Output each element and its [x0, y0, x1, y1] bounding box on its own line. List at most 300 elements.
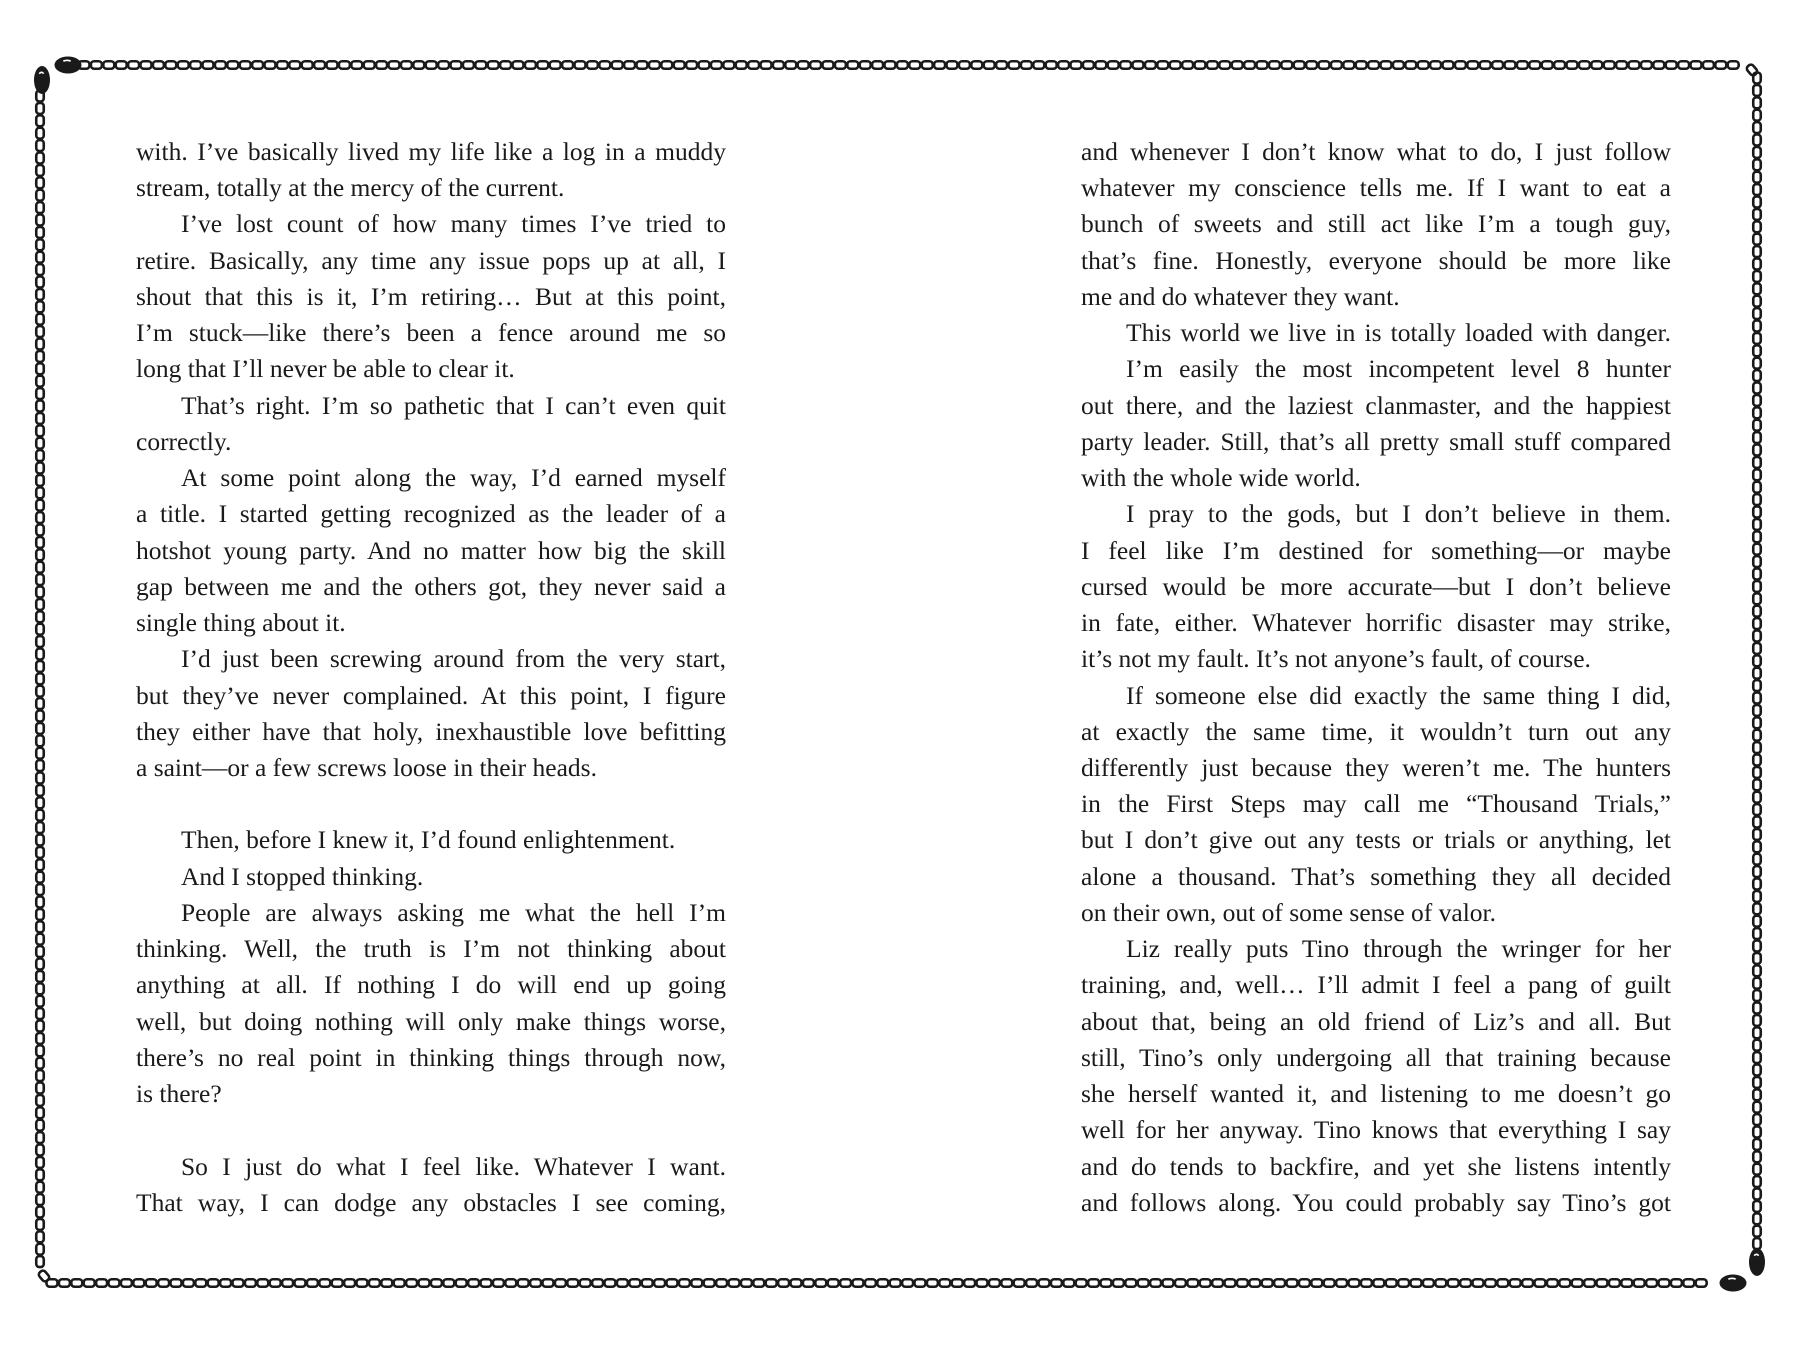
- chain-link: [1219, 61, 1230, 69]
- chain-link: [1629, 61, 1640, 69]
- text-line: and do tends to backfire, and yet she listens intently: [1081, 1151, 1671, 1181]
- chain-link: [1331, 61, 1342, 69]
- chain-right: [1753, 73, 1761, 1250]
- chain-link: [1505, 61, 1516, 69]
- chain-link: [36, 723, 44, 734]
- chain-link: [36, 227, 44, 238]
- chain-link: [778, 1279, 789, 1287]
- chain-link: [289, 61, 300, 69]
- chain-link: [1101, 1279, 1112, 1287]
- chain-link: [36, 1107, 44, 1118]
- chain-link: [617, 1279, 628, 1287]
- chain-link: [1753, 978, 1761, 989]
- chain-link: [481, 1279, 492, 1287]
- chain-link: [1269, 61, 1280, 69]
- chain-link: [1448, 1279, 1459, 1287]
- chain-link: [1753, 730, 1761, 741]
- chain-link: [592, 1279, 603, 1287]
- chain-link: [282, 1279, 293, 1287]
- chain-link: [1522, 1279, 1533, 1287]
- chain-link: [36, 859, 44, 870]
- chain-link: [1753, 916, 1761, 927]
- chain-link: [36, 686, 44, 697]
- chain-link: [36, 897, 44, 908]
- chain-link: [1753, 990, 1761, 1001]
- chain-link: [36, 115, 44, 126]
- top-left-weight-vertical: [34, 66, 50, 94]
- chain-link: [1200, 1279, 1211, 1287]
- chain-link: [36, 326, 44, 337]
- chain-link: [1753, 953, 1761, 964]
- chain-link: [1753, 358, 1761, 369]
- chain-link: [741, 1279, 752, 1287]
- chain-link: [753, 1279, 764, 1287]
- chain-link: [505, 1279, 516, 1287]
- chain-link: [84, 1279, 95, 1287]
- chain-corner-link: [1746, 63, 1759, 76]
- chain-link: [1510, 1279, 1521, 1287]
- text-line: Then, before I knew it, I’d found enlightenment.: [181, 825, 676, 855]
- chain-link: [394, 1279, 405, 1287]
- chain-link: [36, 797, 44, 808]
- chain-link: [36, 314, 44, 325]
- blank-line: [136, 786, 726, 822]
- chain-link: [1753, 928, 1761, 939]
- chain-link: [36, 773, 44, 784]
- chain-link: [36, 1033, 44, 1044]
- chain-link: [1572, 1279, 1583, 1287]
- chain-link: [109, 1279, 120, 1287]
- chain-link: [36, 1256, 44, 1267]
- chain-top: [79, 61, 1739, 69]
- chain-link: [1753, 631, 1761, 642]
- text-line: still, Tino’s only undergoing all that training because: [1081, 1042, 1671, 1072]
- chain-link: [1753, 792, 1761, 803]
- chain-link: [1753, 804, 1761, 815]
- chain-link: [1411, 1279, 1422, 1287]
- chain-link: [36, 475, 44, 486]
- chain-link: [36, 140, 44, 151]
- text-line: and follows along. You could probably say Tino’s got: [1081, 1187, 1671, 1217]
- chain-link: [1547, 1279, 1558, 1287]
- chain-link: [1343, 61, 1354, 69]
- chain-link: [36, 289, 44, 300]
- chain-link: [1430, 61, 1441, 69]
- text-line: single thing about it.: [136, 608, 346, 638]
- chain-link: [36, 363, 44, 374]
- chain-link: [1753, 135, 1761, 146]
- chain-link: [877, 1279, 888, 1287]
- chain-link: [1691, 61, 1702, 69]
- chain-link: [36, 673, 44, 684]
- chain-link: [1753, 1065, 1761, 1076]
- chain-link: [319, 1279, 330, 1287]
- chain-link: [36, 1021, 44, 1032]
- chain-link: [704, 1279, 715, 1287]
- chain-link: [1753, 1027, 1761, 1038]
- blank-line: [136, 1112, 726, 1148]
- chain-link: [897, 61, 908, 69]
- chain-link: [1039, 1279, 1050, 1287]
- chain-link: [1182, 61, 1193, 69]
- chain-link: [1753, 370, 1761, 381]
- chain-link: [1071, 61, 1082, 69]
- chain-link: [215, 61, 226, 69]
- chain-link: [419, 1279, 430, 1287]
- chain-link: [1753, 643, 1761, 654]
- chain-link: [513, 61, 524, 69]
- chain-link: [171, 1279, 182, 1287]
- chain-link: [1225, 1279, 1236, 1287]
- chain-link: [624, 61, 635, 69]
- text-line: with the whole wide world.: [1081, 463, 1361, 493]
- chain-link: [36, 525, 44, 536]
- chain-link: [1715, 61, 1726, 69]
- chain-link: [1373, 1279, 1384, 1287]
- chain-link: [1753, 569, 1761, 580]
- chain-link: [1435, 1279, 1446, 1287]
- chain-link: [1753, 1089, 1761, 1100]
- text-line: out there, and the laziest clanmaster, and the happiest: [1081, 390, 1671, 420]
- chain-link: [1460, 1279, 1471, 1287]
- chain-link: [1753, 1077, 1761, 1088]
- chain-link: [36, 537, 44, 548]
- chain-link: [1753, 333, 1761, 344]
- chain-link: [1336, 1279, 1347, 1287]
- chain-link: [233, 1279, 244, 1287]
- chain-link: [1753, 531, 1761, 542]
- text-line: gap between me and the others got, they never said a: [136, 571, 726, 601]
- text-line: shout that this is it, I’m retiring… But at this point,: [136, 281, 726, 311]
- chain-link: [1398, 1279, 1409, 1287]
- chain-link: [1381, 61, 1392, 69]
- chain-link: [1753, 457, 1761, 468]
- chain-link: [1753, 841, 1761, 852]
- chain-link: [1076, 1279, 1087, 1287]
- chain-link: [1753, 544, 1761, 555]
- text-line: in fate, either. Whatever horrific disaster may strike,: [1081, 608, 1671, 638]
- chain-link: [36, 835, 44, 846]
- chain-link: [245, 1279, 256, 1287]
- chain-link: [36, 215, 44, 226]
- chain-link: [1597, 1279, 1608, 1287]
- text-line: but I don’t give out any tests or trials or anything, let: [1081, 825, 1671, 855]
- chain-link: [121, 1279, 132, 1287]
- chain-link: [344, 1279, 355, 1287]
- chain-link: [1753, 829, 1761, 840]
- chain-link: [798, 61, 809, 69]
- chain-link: [1175, 1279, 1186, 1287]
- text-line: And I stopped thinking.: [181, 861, 424, 891]
- chain-link: [220, 1279, 231, 1287]
- chain-link: [637, 61, 648, 69]
- chain-link: [1753, 494, 1761, 505]
- chain-link: [36, 500, 44, 511]
- chain-link: [1753, 581, 1761, 592]
- text-line: well, but doing nothing will only make things worse,: [136, 1006, 726, 1036]
- chain-link: [543, 1279, 554, 1287]
- text-line: it’s not my fault. It’s not anyone’s fault, of course.: [1081, 644, 1591, 674]
- chain-link: [1529, 61, 1540, 69]
- chain-link: [208, 1279, 219, 1287]
- chain-link: [36, 1157, 44, 1168]
- chain-link: [36, 735, 44, 746]
- chain-link: [1150, 1279, 1161, 1287]
- text-line: correctly.: [136, 426, 232, 456]
- chain-link: [1753, 655, 1761, 666]
- chain-link: [1753, 420, 1761, 431]
- chain-link: [785, 61, 796, 69]
- chain-link: [1517, 61, 1528, 69]
- chain-link: [1257, 61, 1268, 69]
- chain-link: [307, 1279, 318, 1287]
- chain-link: [1753, 271, 1761, 282]
- chain-link: [1753, 383, 1761, 394]
- chain-link: [36, 1194, 44, 1205]
- chain-link: [381, 1279, 392, 1287]
- text-line: hotshot young party. And no matter how big the skill: [136, 535, 726, 565]
- text-line: So I just do what I feel like. Whatever I want.: [181, 1151, 726, 1181]
- chain-link: [1237, 1279, 1248, 1287]
- chain-link: [1753, 159, 1761, 170]
- chain-link: [1393, 61, 1404, 69]
- text-line: I’ve lost count of how many times I’ve tried to: [181, 209, 726, 239]
- text-line: stream, totally at the mercy of the current.: [136, 173, 565, 203]
- chain-link: [605, 1279, 616, 1287]
- chain-link: [1621, 1279, 1632, 1287]
- chain-link: [183, 1279, 194, 1287]
- chain-link: [36, 1219, 44, 1230]
- chain-link: [1753, 184, 1761, 195]
- text-line: about that, being an old friend of Liz’s and all. But: [1081, 1006, 1671, 1036]
- chain-link: [36, 872, 44, 883]
- chain-link: [1753, 767, 1761, 778]
- chain-link: [550, 61, 561, 69]
- chain-link: [36, 1244, 44, 1255]
- chain-link: [840, 1279, 851, 1287]
- chain-link: [1244, 61, 1255, 69]
- text-line: I’d just been screwing around from the very start,: [181, 644, 726, 674]
- chain-link: [1753, 891, 1761, 902]
- text-line: with. I’ve basically lived my life like a log in a muddy: [136, 137, 726, 166]
- chain-link: [36, 760, 44, 771]
- chain-link: [36, 177, 44, 188]
- chain-link: [1753, 259, 1761, 270]
- chain-link: [332, 1279, 343, 1287]
- chain-link: [815, 1279, 826, 1287]
- chain-link: [1753, 432, 1761, 443]
- chain-link: [36, 562, 44, 573]
- chain-link: [165, 61, 176, 69]
- chain-link: [699, 61, 710, 69]
- chain-link: [1014, 1279, 1025, 1287]
- text-line: that’s fine. Honestly, everyone should be more like: [1081, 245, 1671, 275]
- chain-link: [1753, 742, 1761, 753]
- chain-link: [36, 1182, 44, 1193]
- chain-link: [1021, 61, 1032, 69]
- chain-link: [270, 1279, 281, 1287]
- text-line: I feel like I’m destined for something—or maybe: [1081, 535, 1671, 565]
- chain-link: [1584, 1279, 1595, 1287]
- chain-link: [1361, 1279, 1372, 1287]
- text-line: This world we live in is totally loaded with danger.: [1126, 318, 1671, 348]
- chain-link: [1058, 61, 1069, 69]
- chain-link: [36, 153, 44, 164]
- chain-link: [141, 61, 152, 69]
- chain-link: [406, 1279, 417, 1287]
- text-line: there’s no real point in thinking things through now,: [136, 1042, 726, 1072]
- chain-link: [872, 61, 883, 69]
- chain-link: [463, 61, 474, 69]
- chain-link: [1187, 1279, 1198, 1287]
- chain-left: [36, 91, 44, 1268]
- bottom-right-weight-vertical: [1749, 1248, 1765, 1276]
- chain-link: [1753, 296, 1761, 307]
- chain-link: [1009, 61, 1020, 69]
- chain-link: [128, 61, 139, 69]
- chain-link: [426, 61, 437, 69]
- chain-link: [1567, 61, 1578, 69]
- chain-link: [475, 61, 486, 69]
- chain-link: [1753, 817, 1761, 828]
- chain-link: [1753, 593, 1761, 604]
- chain-link: [1753, 147, 1761, 158]
- chain-link: [1145, 61, 1156, 69]
- chain-link: [860, 61, 871, 69]
- chain-link: [1001, 1279, 1012, 1287]
- chain-link: [1753, 221, 1761, 232]
- chain-link: [36, 959, 44, 970]
- chain-link: [766, 1279, 777, 1287]
- chain-link: [1728, 61, 1739, 69]
- chain-link: [36, 1070, 44, 1081]
- chain-link: [674, 61, 685, 69]
- chain-link: [1753, 618, 1761, 629]
- chain-link: [36, 413, 44, 424]
- chain-link: [1033, 61, 1044, 69]
- chain-link: [1753, 1176, 1761, 1187]
- left-page-text: [136, 134, 726, 1221]
- chain-link: [649, 61, 660, 69]
- chain-link: [612, 61, 623, 69]
- chain-link: [36, 401, 44, 412]
- chain-link: [1492, 61, 1503, 69]
- chain-link: [1232, 61, 1243, 69]
- chain-link: [1207, 61, 1218, 69]
- chain-link: [36, 351, 44, 362]
- chain-link: [36, 1083, 44, 1094]
- chain-link: [773, 61, 784, 69]
- chain-link: [1609, 1279, 1620, 1287]
- chain-link: [133, 1279, 144, 1287]
- chain-link: [36, 277, 44, 288]
- chain-link: [1753, 1015, 1761, 1026]
- text-line: That’s right. I’m so pathetic that I can’t even quit: [181, 390, 726, 420]
- top-left-weight-horizontal: [55, 57, 82, 74]
- chain-link: [1423, 1279, 1434, 1287]
- chain-link: [729, 1279, 740, 1287]
- text-line: and whenever I don’t know what to do, I just follow: [1081, 137, 1671, 166]
- chain-link: [1753, 246, 1761, 257]
- chain-link: [265, 61, 276, 69]
- chain-link: [36, 301, 44, 312]
- chain-link: [599, 61, 610, 69]
- chain-link: [36, 587, 44, 598]
- chain-link: [761, 61, 772, 69]
- chain-link: [667, 1279, 678, 1287]
- chain-link: [327, 61, 338, 69]
- chain-link: [902, 1279, 913, 1287]
- chain-link: [1088, 1279, 1099, 1287]
- chain-link: [36, 1145, 44, 1156]
- chain-link: [401, 61, 412, 69]
- text-line: well for her anyway. Tino knows that everything I say: [1081, 1115, 1671, 1145]
- chain-link: [36, 1231, 44, 1242]
- chain-link: [1170, 61, 1181, 69]
- chain-link: [934, 61, 945, 69]
- chain-link: [36, 1045, 44, 1056]
- chain-link: [947, 61, 958, 69]
- chain-link: [158, 1279, 169, 1287]
- chain-link: [1678, 61, 1689, 69]
- text-line: is there?: [136, 1079, 222, 1109]
- chain-link: [959, 61, 970, 69]
- chain-link: [203, 61, 214, 69]
- chain-link: [1753, 321, 1761, 332]
- chain-link: [562, 61, 573, 69]
- chain-link: [36, 339, 44, 350]
- chain-link: [1262, 1279, 1273, 1287]
- chain-link: [302, 61, 313, 69]
- text-line: a title. I started getting recognized as the leader of a: [136, 499, 726, 529]
- chain-link: [1294, 61, 1305, 69]
- text-line: cursed would be more accurate—but I don’t believe: [1081, 571, 1671, 601]
- chain-link: [1753, 209, 1761, 220]
- chain-link: [431, 1279, 442, 1287]
- chain-link: [791, 1279, 802, 1287]
- chain-link: [1349, 1279, 1360, 1287]
- chain-link: [1480, 61, 1491, 69]
- chain-link: [36, 636, 44, 647]
- chain-link: [1559, 1279, 1570, 1287]
- chain-link: [1753, 866, 1761, 877]
- text-line: bunch of sweets and still act like I’m a tough guy,: [1081, 209, 1671, 239]
- chain-link: [1646, 1279, 1657, 1287]
- chain-link: [1753, 606, 1761, 617]
- chain-link: [36, 909, 44, 920]
- chain-link: [1485, 1279, 1496, 1287]
- chain-link: [803, 1279, 814, 1287]
- chain-link: [1753, 668, 1761, 679]
- chain-link: [1753, 122, 1761, 133]
- chain-link: [1287, 1279, 1298, 1287]
- chain-link: [36, 1008, 44, 1019]
- chain-link: [1753, 507, 1761, 518]
- chain-link: [654, 1279, 665, 1287]
- chain-link: [36, 252, 44, 263]
- chain-link: [1616, 61, 1627, 69]
- chain-link: [1274, 1279, 1285, 1287]
- chain-link: [240, 61, 251, 69]
- chain-link: [1753, 283, 1761, 294]
- chain-link: [939, 1279, 950, 1287]
- chain-link: [1497, 1279, 1508, 1287]
- text-line: At some point along the way, I’d earned myself: [181, 463, 726, 493]
- chain-link: [1120, 61, 1131, 69]
- chain-link: [1195, 61, 1206, 69]
- chain-link: [257, 1279, 268, 1287]
- chain-link: [1753, 854, 1761, 865]
